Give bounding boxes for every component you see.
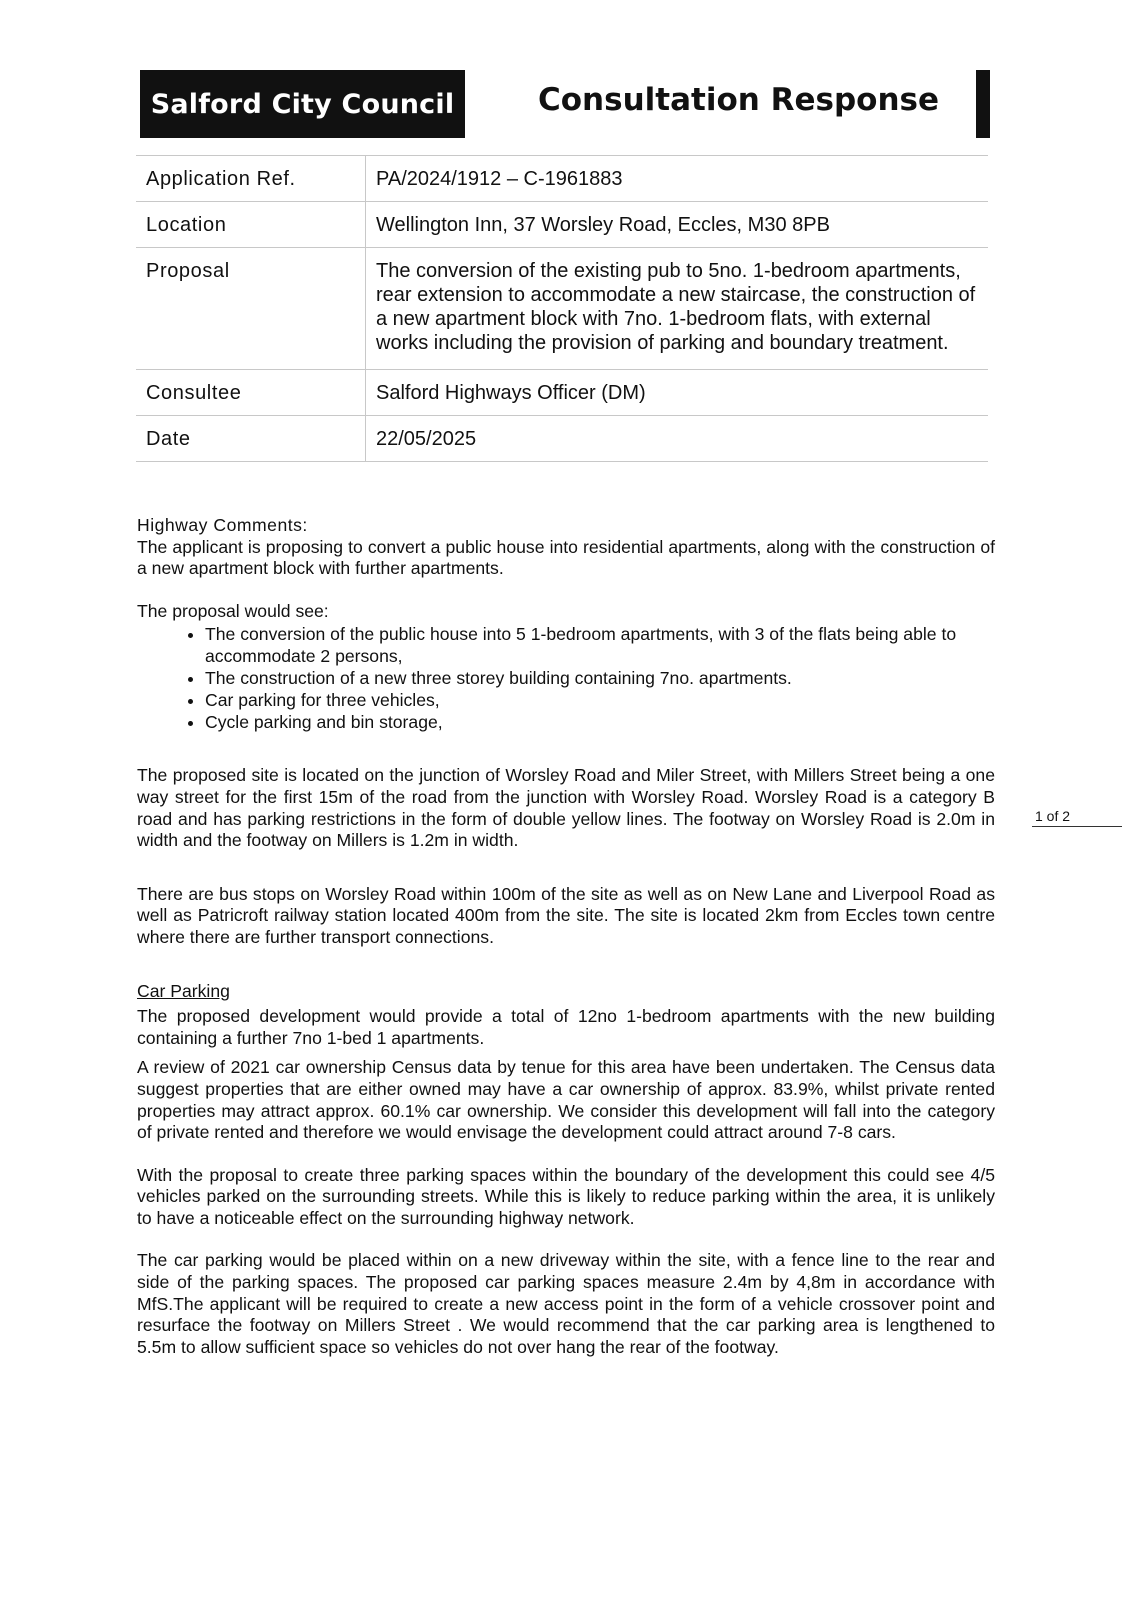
highway-comments-heading: Highway Comments: [137,515,308,535]
intro-paragraph: The applicant is proposing to convert a public house into residential apartments, along with the construction of a new apartment block with further apartments. [137,536,995,579]
table-row [136,370,988,416]
bus-stops-paragraph: There are bus stops on Worsley Road within 100m of the site as well as on New Lane and Liverpool Road as well as Patricroft railway station located 400m from the site. The site is located 2km from Eccles town centre where there are further transport connections. [137,883,995,947]
table-row [136,156,988,202]
car-parking-heading: Car Parking [137,980,230,1001]
date-label: Date [136,416,366,462]
proposal-lead: The proposal would see: [137,600,329,621]
table-row [136,248,988,370]
list-item: • The conversion of the public house into 5 1-bedroom apartments, with 3 of the flats being able to accommodate 2 persons, [205,623,995,667]
council-logo-text: Salford City Council [150,88,455,120]
page-number: 1 of 2 [1035,808,1071,824]
location-value: Wellington Inn, 37 Worsley Road, Eccles, M30 8PB [376,214,830,236]
list-item: • Car parking for three vehicles, [205,689,995,711]
application-ref-value: PA/2024/1912 – C-1961883 [376,168,623,190]
proposal-label: Proposal [136,248,366,370]
table-row [136,416,988,462]
page-number-rule [1032,826,1122,827]
proposal-value: The conversion of the existing pub to 5no. 1-bedroom apartments, rear extension to accommodate a new staircase, the construction of a new apartment block with 7no. 1-bedroom flats, with external works including the provision of parking and boundary treatment. [376,260,976,354]
proposal-bullet-list [137,623,995,733]
header-accent-bar [976,70,990,138]
car-parking-paragraph-3: With the proposal to create three parking spaces within the boundary of the development this could see 4/5 vehicles parked on the surrounding streets. While this is likely to reduce parking within the area, it is unlikely to have a noticeable effect on the surrounding highway network. [137,1164,995,1228]
consultee-value: Salford Highways Officer (DM) [376,382,646,404]
location-label: Location [136,202,366,248]
document-title: Consultation Response [538,82,939,118]
consultee-label: Consultee [136,370,366,416]
table-row [136,202,988,248]
car-parking-paragraph-4: The car parking would be placed within on a new driveway within the site, with a fence line to the rear and side of the parking spaces. The proposed car parking spaces measure 2.4m by 4,8m in accordance with MfS.The applicant will be required to create a new access point in the form of a vehicle crossover point and resurface the footway on Millers Street . We would recommend that the car parking area is lengthened to 5.5m to allow sufficient space so vehicles do not over hang the rear of the footway. [137,1250,995,1357]
site-location-paragraph: The proposed site is located on the junction of Worsley Road and Miler Street, with Millers Street being a one way street for the first 15m of the road from the junction with Worsley Road. Worsley Road is a category B road and has parking restrictions in the form of double yellow lines. The footway on Worsley Road is 2.0m in width and the footway on Millers is 1.2m in width. [137,765,995,851]
date-value: 22/05/2025 [376,428,477,450]
application-info-table [136,155,988,462]
council-logo [140,70,465,138]
list-item: • The construction of a new three storey building containing 7no. apartments. [205,667,995,689]
highway-comments-body [137,515,995,1358]
car-parking-paragraph-2: A review of 2021 car ownership Census data by tenue for this area have been undertaken. The Census data suggest properties that are either owned may have a car ownership of approx. 83.9%, whilst private rented properties may attract approx. 60.1% car ownership. We consider this development will fall into the category of private rented and therefore we would envisage the development could attract around 7-8 cars. [137,1057,995,1143]
application-ref-label: Application Ref. [136,156,366,202]
car-parking-paragraph-1: The proposed development would provide a total of 12no 1-bedroom apartments with the new building containing a further 7no 1-bed 1 apartments. [137,1006,995,1048]
list-item: • Cycle parking and bin storage, [205,711,995,733]
